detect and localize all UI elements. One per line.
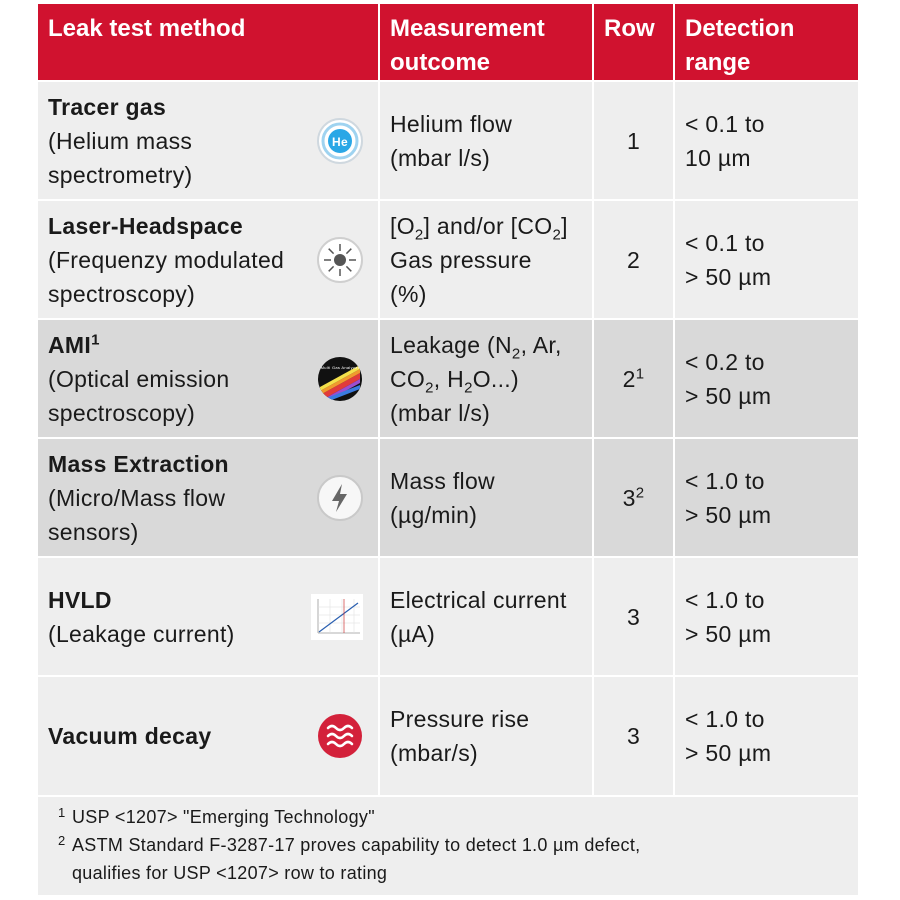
method-subtitle: (Frequenzy modulated spectroscopy) [48,246,285,307]
method-title: HVLD [48,586,112,613]
method-title: Vacuum decay [48,723,212,749]
method-title: Laser-Headspace [48,212,243,239]
leak-test-table [38,4,858,795]
leak-test-table-container [38,4,858,895]
header-range: Detection range [674,4,858,81]
row-number-cell: 3 [593,676,674,795]
helium-icon [316,117,364,165]
method-cell [38,438,379,557]
outcome-cell: Electrical current (µA) [379,557,593,676]
method-subtitle: (Leakage current) [48,620,235,647]
method-cell [38,319,379,438]
footnotes [38,795,858,895]
svg-text:Multi Gas Analyzer: Multi Gas Analyzer [320,364,360,370]
header-method: Leak test method [38,4,379,81]
header-row [38,4,858,81]
laser-icon [316,236,364,284]
footnote [58,803,848,831]
method-cell [38,676,379,795]
row-number-cell: 2 [593,200,674,319]
footnote-number: 1 [58,805,66,820]
row-number-cell: $3^2$ [593,438,674,557]
waves-icon [316,712,364,760]
footnote-number: 2 [58,833,66,848]
method-subtitle: (Helium mass spectrometry) [48,127,193,188]
lightning-icon [316,474,364,522]
svg-text:He: He [332,134,348,149]
row-number-cell: $2^1$ [593,319,674,438]
row-number-cell: 3 [593,557,674,676]
footnote [58,831,848,887]
table-row [38,676,858,795]
range-cell: < 0.2 to > 50 µm [674,319,858,438]
outcome-cell: Mass flow (µg/min) [379,438,593,557]
graph-icon [310,593,364,641]
header-outcome: Measurement outcome [379,4,593,81]
table-row [38,200,858,319]
range-cell: < 0.1 to 10 µm [674,81,858,200]
method-subtitle: (Optical emission spectroscopy) [48,365,230,426]
footnote-text: ASTM Standard F-3287-17 proves capability to detect 1.0 µm defect, qualifies for USP <1207> row to rating [72,835,641,883]
outcome-cell: Leakage ($N_2$, Ar, $CO_2$, $H_2O$...) (mbar l/s) [379,319,593,438]
header-row-number: Row [593,4,674,81]
outcome-cell: Pressure rise (mbar/s) [379,676,593,795]
footnote-text: USP <1207> "Emerging Technology" [72,807,375,827]
multi-gas-analyzer-icon [316,355,364,403]
method-cell [38,557,379,676]
range-cell: < 1.0 to > 50 µm [674,676,858,795]
outcome-cell: Helium flow (mbar l/s) [379,81,593,200]
table-row [38,81,858,200]
method-title: AMI$^1$ [48,330,100,358]
table-row [38,438,858,557]
range-cell: < 0.1 to > 50 µm [674,200,858,319]
method-cell [38,81,379,200]
method-subtitle: (Micro/Mass flow sensors) [48,484,226,545]
outcome-cell: $[O_2]$ and/or $[CO_2]$ Gas pressure (%) [379,200,593,319]
method-title: Tracer gas [48,93,167,120]
range-cell: < 1.0 to > 50 µm [674,438,858,557]
row-number-cell: 1 [593,81,674,200]
method-title: Mass Extraction [48,450,229,477]
table-row [38,557,858,676]
range-cell: < 1.0 to > 50 µm [674,557,858,676]
method-cell [38,200,379,319]
table-row [38,319,858,438]
